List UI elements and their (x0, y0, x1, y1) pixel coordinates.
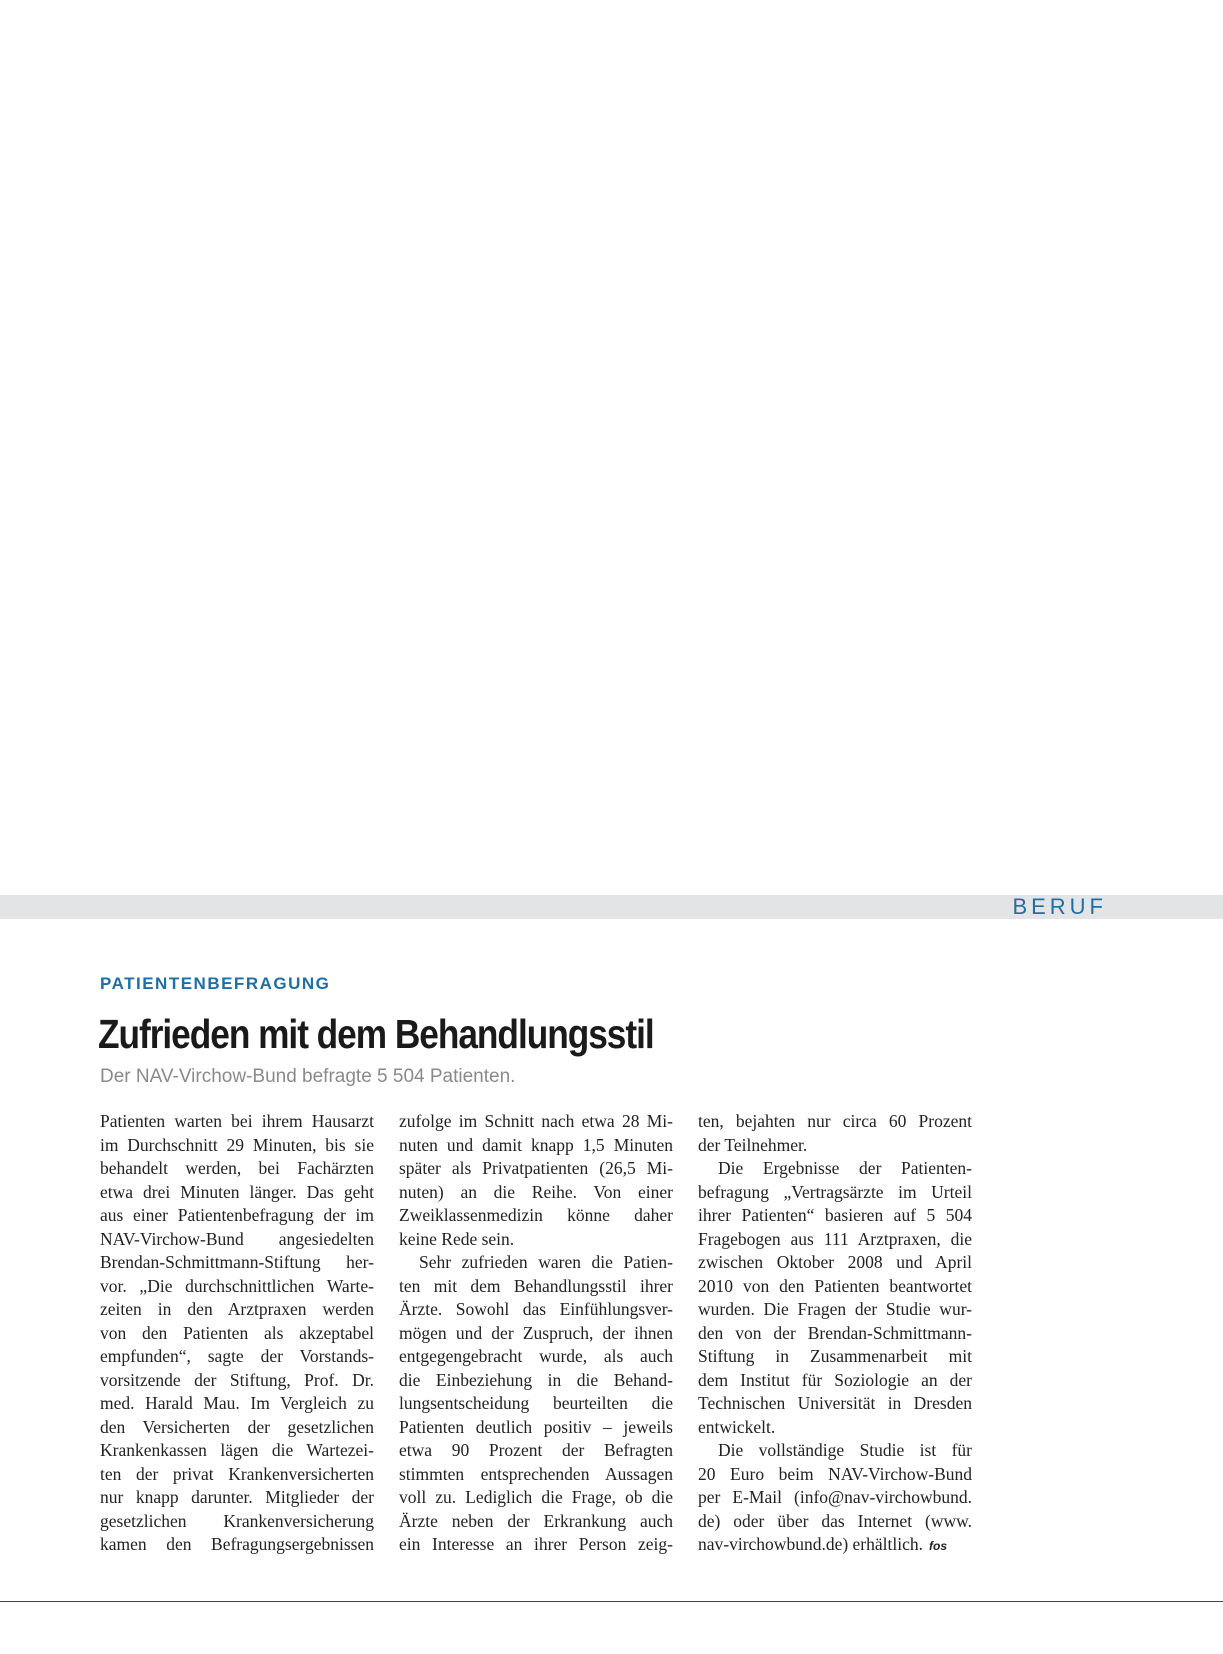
text-line: zufolge im Schnitt nach etwa 28 Mi- (399, 1111, 673, 1131)
text-line: lungsentscheidung beurteilten die (399, 1393, 673, 1413)
text-line: etwa drei Minuten länger. Das geht (100, 1181, 374, 1202)
text-line: wurden. Die Fragen der Studie wur- (698, 1299, 972, 1319)
text-line: Stiftung in Zusammenarbeit mit (698, 1346, 972, 1366)
text-line: Die Ergebnisse der Patienten- (718, 1158, 972, 1178)
section-label: BERUF (1012, 894, 1107, 919)
text-line: med. Harald Mau. Im Vergleich zu (100, 1393, 374, 1413)
text-line: NAV-Virchow-Bund angesiedelten (100, 1228, 374, 1249)
text-line: zwischen Oktober 2008 und April (698, 1252, 972, 1272)
text-line: mögen und der Zuspruch, der ihnen (399, 1322, 673, 1343)
text-line: gesetzlichen Krankenversicherung (100, 1510, 374, 1531)
article-kicker: PATIENTENBEFRAGUNG (100, 974, 331, 993)
text-line: entgegengebracht wurde, als auch (399, 1346, 673, 1366)
text-line: zeiten in den Arztpraxen werden (100, 1299, 374, 1319)
text-line: befragung „Vertragsärzte im Urteil (698, 1181, 972, 1202)
text-line: 2010 von den Patienten beantwortet (698, 1275, 972, 1296)
text-line: Fragebogen aus 111 Arztpraxen, die (698, 1228, 972, 1249)
text-line: den Versicherten der gesetzlichen (100, 1416, 374, 1437)
text-line: ten, bejahten nur circa 60 Prozent (698, 1111, 972, 1131)
text-line: ten der privat Krankenversicherten (100, 1463, 374, 1484)
text-column-1 (100, 1110, 374, 1557)
text-line: später als Privatpatienten (26,5 Mi- (399, 1158, 673, 1178)
text-line: den von der Brendan-Schmittmann- (698, 1322, 972, 1343)
text-line: per E-Mail (info@nav-virchowbund. (698, 1487, 972, 1507)
final-line-text: nav-virchowbund.de) erhältlich. (698, 1534, 923, 1554)
text-line: keine Rede sein. (399, 1228, 515, 1249)
text-line: aus einer Patientenbefragung der im (100, 1205, 374, 1225)
text-line: Patienten warten bei ihrem Hausarzt (100, 1111, 374, 1131)
text-line: ten mit dem Behandlungsstil ihrer (399, 1275, 673, 1296)
text-line: Die vollständige Studie ist für (718, 1440, 972, 1460)
article-subline: Der NAV-Virchow-Bund befragte 5 504 Patienten. (100, 1066, 516, 1087)
text-line: nur knapp darunter. Mitglieder der (100, 1487, 374, 1507)
text-line: nuten) an die Reihe. Von einer (399, 1181, 673, 1202)
text-line: Technischen Universität in Dresden (698, 1393, 972, 1413)
text-line: die Einbeziehung in die Behand- (399, 1369, 673, 1390)
text-line: voll zu. Lediglich die Frage, ob die (399, 1487, 673, 1507)
article-headline: Zufrieden mit dem Behandlungsstil (98, 1011, 654, 1057)
page-bottom-rule (0, 1601, 1223, 1602)
text-line: Krankenkassen lägen die Wartezei- (100, 1440, 374, 1460)
text-line: Zweiklassenmedizin könne daher (399, 1205, 673, 1225)
text-line: entwickelt. (698, 1416, 776, 1437)
text-line: Patienten deutlich positiv – jeweils (399, 1416, 673, 1437)
text-line: Sehr zufrieden waren die Patien- (419, 1252, 673, 1272)
text-line: dem Institut für Soziologie an der (698, 1369, 972, 1390)
text-line: nuten und damit knapp 1,5 Minuten (399, 1134, 673, 1155)
text-column-3 (698, 1110, 972, 1557)
final-text-line (698, 1533, 972, 1557)
text-line: 20 Euro beim NAV-Virchow-Bund (698, 1463, 972, 1484)
text-line: empfunden“, sagte der Vorstands- (100, 1346, 374, 1366)
text-line: ihrer Patienten“ basieren auf 5 504 (698, 1205, 972, 1225)
text-line: Brendan-Schmittmann-Stiftung her- (100, 1252, 374, 1272)
text-line: de) oder über das Internet (www. (698, 1510, 972, 1531)
text-line: kamen den Befragungsergebnissen (100, 1534, 374, 1554)
text-column-2 (399, 1110, 673, 1557)
text-line: stimmten entsprechenden Aussagen (399, 1463, 673, 1484)
text-line: von den Patienten als akzeptabel (100, 1322, 374, 1343)
text-line: etwa 90 Prozent der Befragten (399, 1440, 673, 1460)
text-line: vor. „Die durchschnittlichen Warte- (100, 1275, 374, 1296)
text-line: der Teilnehmer. (698, 1134, 808, 1155)
text-line: im Durchschnitt 29 Minuten, bis sie (100, 1134, 374, 1155)
text-line: vorsitzende der Stiftung, Prof. Dr. (100, 1369, 374, 1390)
text-line: Ärzte neben der Erkrankung auch (399, 1510, 673, 1531)
text-line: Ärzte. Sowohl das Einfühlungsver- (399, 1299, 673, 1319)
author-initials: fos (929, 1539, 947, 1553)
text-line: behandelt werden, bei Fachärzten (100, 1158, 374, 1178)
text-line: ein Interesse an ihrer Person zeig- (399, 1534, 673, 1554)
